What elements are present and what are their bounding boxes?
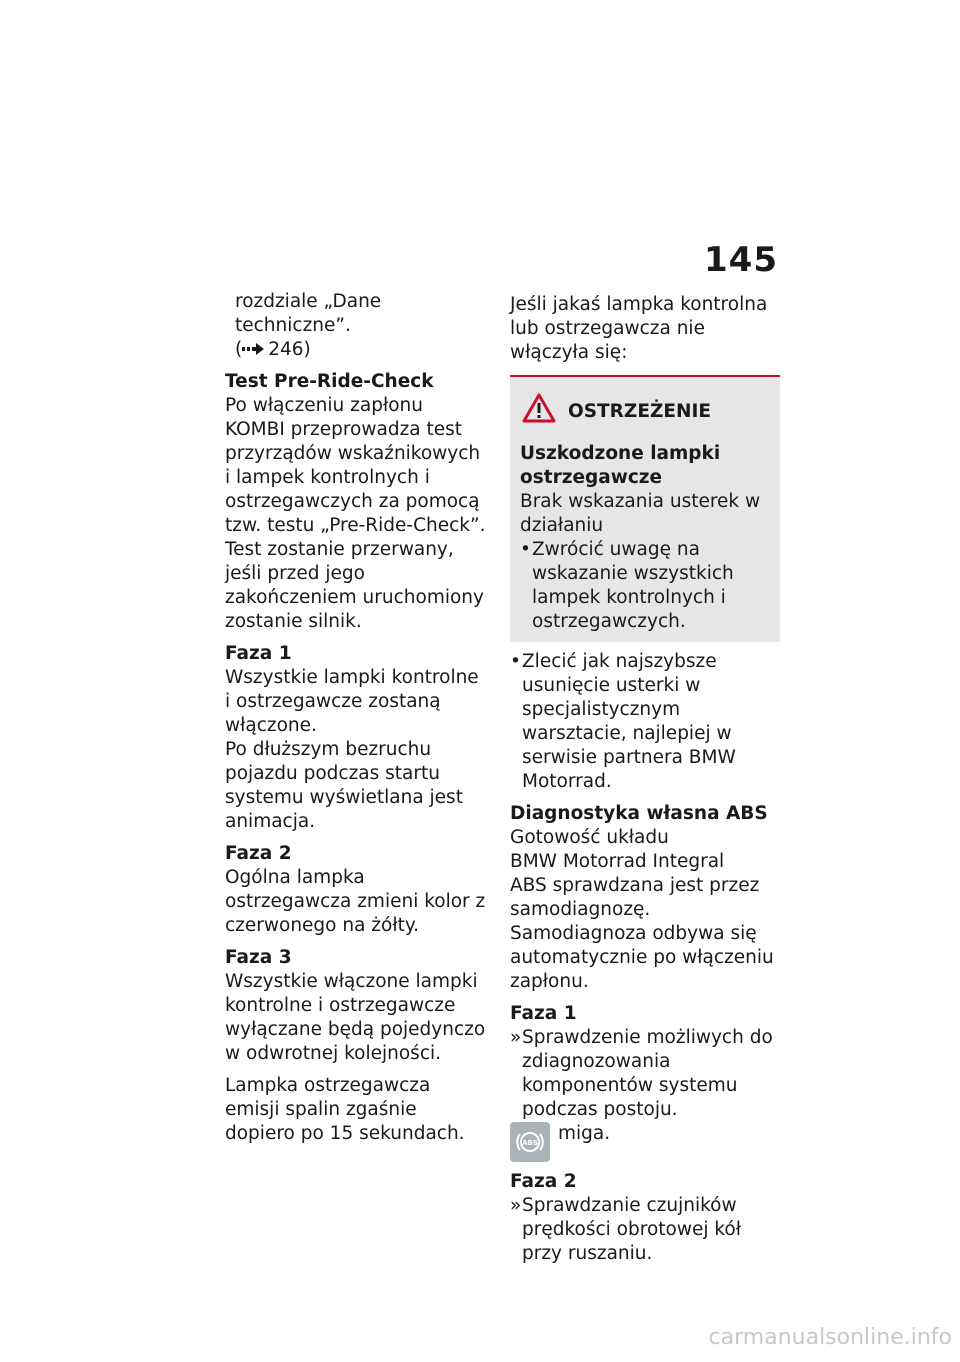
faza3-heading: Faza 3 xyxy=(225,947,292,968)
abs-icon-label: ABS xyxy=(522,1139,538,1147)
abs-faza2-heading: Faza 2 xyxy=(510,1171,577,1192)
warning-subtitle: Uszkodzone lampki ostrzegawcze xyxy=(520,443,721,488)
faza3-text: Wszystkie włączone lampki kontrolne i ostrzegawcze wyłączane będą pojedynczo w odwrotnej kolejności. xyxy=(225,971,486,1064)
step-marker: » xyxy=(510,1195,522,1216)
warning-bullet xyxy=(520,538,770,634)
abs-text: ABS sprawdzana jest przez samodiagnozę. Samodiagnoza odbywa się automatycznie po włączeniu zapłonu. xyxy=(510,875,774,992)
abs-faza2-step-text: Sprawdzanie czujników prędkości obrotowej kół przy ruszaniu. xyxy=(522,1195,741,1264)
abs-indicator-row xyxy=(510,1122,780,1162)
warning-triangle-icon xyxy=(522,393,568,430)
warning-title-row xyxy=(522,393,770,430)
page-reference[interactable] xyxy=(225,338,487,362)
abs-faza1-step-text: Sprawdzenie możliwych do zdiagnozowania komponentów systemu podczas postoju. xyxy=(522,1027,773,1120)
bullet-dot: • xyxy=(510,651,521,672)
faza1-text-animation: Po dłuższym bezruchu pojazdu podczas startu systemu wyświetlana jest animacja. xyxy=(225,739,463,832)
faza1-text: Wszystkie lampki kontrolne i ostrzegawcze zostaną włączone. xyxy=(225,667,479,736)
faza1-heading: Faza 1 xyxy=(225,643,292,664)
faza2-text: Ogólna lampka ostrzegawcza zmieni kolor z czerwonego na żółty. xyxy=(225,867,486,936)
intro-line: rozdziale „Dane techniczne”. xyxy=(235,291,382,336)
abs-heading: Diagnostyka własna ABS xyxy=(510,803,768,824)
step-marker: » xyxy=(510,1027,522,1048)
pre-ride-heading: Test Pre-Ride-Check xyxy=(225,371,434,392)
abs-faza1-heading: Faza 1 xyxy=(510,1003,577,1024)
faza2-heading: Faza 2 xyxy=(225,843,292,864)
abs-line2: BMW Motorrad Integral xyxy=(510,851,725,872)
abs-line1: Gotowość układu xyxy=(510,827,669,848)
abs-warning-icon xyxy=(510,1122,550,1162)
bullet-dot: • xyxy=(520,539,531,560)
arrow-right-icon xyxy=(242,338,264,362)
page-reference-number: 246) xyxy=(268,339,311,360)
left-column xyxy=(225,290,487,1146)
abs-miga-text: miga. xyxy=(558,1123,611,1144)
emission-text: Lampka ostrzegawcza emisji spalin zgaśnie dopiero po 15 sekundach. xyxy=(225,1075,465,1144)
action-bullet xyxy=(510,650,780,794)
paren-open: ( xyxy=(235,339,243,360)
action-bullet-text: Zlecić jak najszybsze usunięcie usterki w specjalistycznym warsztacie, najlepiej w serwisie partnera BMW Motorrad. xyxy=(522,651,736,792)
abs-faza2-step xyxy=(510,1194,780,1266)
warning-box xyxy=(510,377,780,642)
warning-text: Brak wskazania usterek w działaniu xyxy=(520,491,761,536)
footer-watermark: carmanualsonline.info xyxy=(708,1325,952,1350)
abs-faza1-step xyxy=(510,1026,780,1122)
warning-title: OSTRZEŻENIE xyxy=(568,400,712,422)
right-intro: Jeśli jakaś lampka kontrolna lub ostrzegawcza nie włączyła się: xyxy=(510,294,768,363)
pre-ride-text: Po włączeniu zapłonu KOMBI przeprowadza test przyrządów wskaźnikowych i lampek kontrolnych i ostrzegawczych za pomocą tzw. testu „Pre-Ride-Check”. Test zostanie przerwany, jeśli przed jego zakończeniem uruchomiony zostanie silnik. xyxy=(225,395,486,632)
right-column xyxy=(510,293,780,1266)
warning-bullet-text: Zwrócić uwagę na wskazanie wszystkich lampek kontrolnych i ostrzegawczych. xyxy=(532,539,734,632)
page-number: 145 xyxy=(704,240,778,280)
